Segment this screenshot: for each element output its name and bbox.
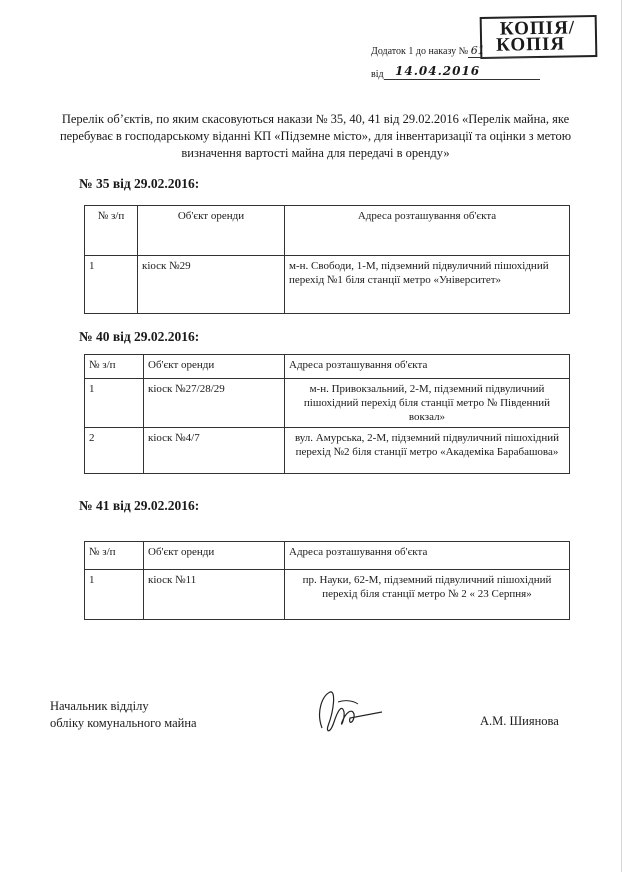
cell-address: пр. Науки, 62-М, підземний підвуличний пішохідний перехід біля станції метро № 2 « 23 Серпня»	[285, 570, 570, 620]
cell-object: кіоск №11	[144, 570, 285, 620]
cell-object: кіоск №27/28/29	[144, 379, 285, 428]
stamp-text-2: КОПІЯ	[495, 33, 566, 56]
date-underline	[384, 79, 540, 80]
order-number-underline	[468, 57, 538, 58]
col-header-object: Об'єкт оренди	[138, 206, 285, 256]
table-row	[85, 428, 570, 474]
table-35	[84, 205, 570, 314]
date-handwritten: 14.04.2016	[395, 64, 481, 78]
page-edge	[621, 0, 622, 872]
table-40	[84, 354, 570, 474]
table-row	[85, 379, 570, 428]
cell-object: кіоск №4/7	[144, 428, 285, 474]
cell-object: кіоск №29	[138, 256, 285, 314]
table-header-row	[85, 206, 570, 256]
section-title-35: № 35 від 29.02.2016:	[79, 176, 200, 191]
order-number-handwritten: 61	[470, 44, 485, 57]
signer-position-line1: Начальник відділу	[50, 699, 149, 713]
cell-address: вул. Амурська, 2-М, підземний підвуличний пішохідний перехід №2 біля станції метро «Академіка Барабашова»	[285, 428, 570, 474]
col-header-object: Об'єкт оренди	[144, 542, 285, 570]
date-label: від	[371, 69, 384, 80]
stamp-text-1: КОПІЯ/	[499, 17, 576, 40]
section-title-40: № 40 від 29.02.2016:	[79, 329, 200, 344]
cell-address: м-н. Свободи, 1-М, підземний підвуличний пішохідний перехід №1 біля станції метро «Університет»	[285, 256, 570, 314]
addendum-label: Додаток 1 до наказу №	[371, 46, 469, 57]
addendum-line	[371, 44, 485, 57]
table-41	[84, 541, 570, 620]
handwritten-signature	[308, 682, 388, 742]
cell-number: 1	[85, 379, 144, 428]
table-row	[85, 256, 570, 314]
col-header-address: Адреса розташування об'єкта	[285, 355, 570, 379]
signer-position	[50, 698, 197, 732]
table-header-row	[85, 542, 570, 570]
table-header-row	[85, 355, 570, 379]
cell-number: 1	[85, 570, 144, 620]
copy-stamp	[480, 15, 598, 59]
col-header-number: № з/п	[85, 206, 138, 256]
col-header-address: Адреса розташування об'єкта	[285, 542, 570, 570]
intro-paragraph: Перелік об’єктів, по яким скасовуються накази № 35, 40, 41 від 29.02.2016 «Перелік майна, яке перебуває в господарському віданні КП «Підземне місто», для інвентаризації та оцінки з метою визначення вартості майна для передачі в оренду»	[59, 112, 572, 160]
signer-name: А.М. Шиянова	[480, 714, 559, 728]
signer-position-line2: обліку комунального майна	[50, 716, 197, 730]
col-header-number: № з/п	[85, 542, 144, 570]
table-row	[85, 570, 570, 620]
cell-address: м-н. Привокзальний, 2-М, підземний підвуличний пішохідний перехід біля станції метро № Південний вокзал»	[285, 379, 570, 428]
col-header-address: Адреса розташування об'єкта	[285, 206, 570, 256]
cell-number: 1	[85, 256, 138, 314]
col-header-object: Об'єкт оренди	[144, 355, 285, 379]
col-header-number: № з/п	[85, 355, 144, 379]
section-title-41: № 41 від 29.02.2016:	[79, 498, 200, 513]
cell-number: 2	[85, 428, 144, 474]
